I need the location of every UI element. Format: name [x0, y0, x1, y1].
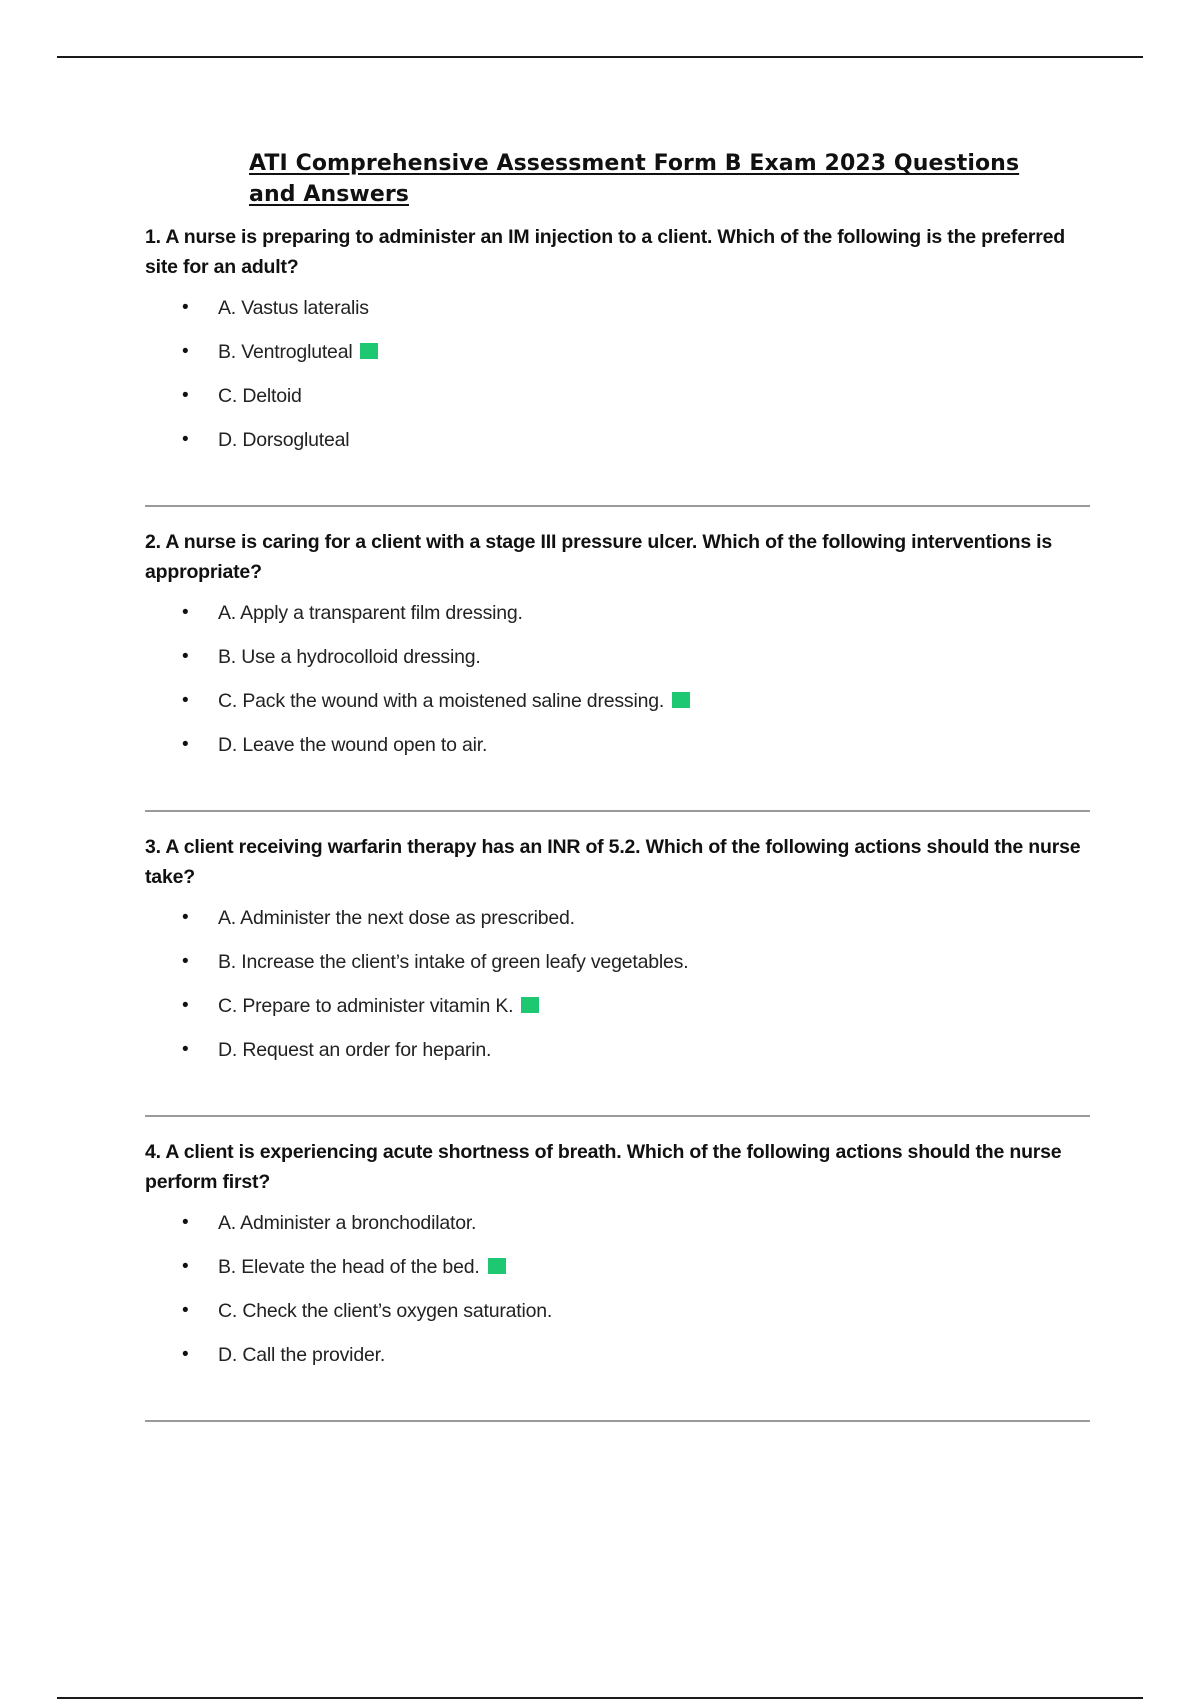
question-4 — [145, 1137, 1090, 1384]
page-top-rule — [57, 56, 1143, 58]
question-text: 2. A nurse is caring for a client with a stage III pressure ulcer. Which of the following interventions is appropriate? — [145, 531, 1053, 583]
question-divider — [145, 1115, 1090, 1117]
option-list — [145, 1208, 1090, 1384]
bullet-icon: • — [182, 1212, 189, 1233]
option-c — [145, 1296, 1090, 1340]
option-list — [145, 903, 1090, 1079]
question-divider — [145, 1420, 1090, 1422]
option-label: D. Dorsogluteal — [218, 429, 350, 451]
correct-answer-marker-icon — [672, 692, 690, 708]
option-b — [145, 337, 1090, 381]
option-c — [145, 991, 1090, 1035]
option-label: D. Call the provider. — [218, 1344, 386, 1366]
option-a — [145, 293, 1090, 337]
option-a — [145, 1208, 1090, 1252]
option-c — [145, 686, 1090, 730]
question-divider — [145, 505, 1090, 507]
option-label: C. Deltoid — [218, 385, 302, 407]
bullet-icon: • — [182, 341, 189, 362]
option-label: B. Elevate the head of the bed. — [218, 1256, 480, 1278]
option-label: C. Prepare to administer vitamin K. — [218, 995, 514, 1017]
option-label: C. Pack the wound with a moistened saline dressing. — [218, 690, 665, 712]
question-text: 1. A nurse is preparing to administer an IM injection to a client. Which of the following is the preferred site for an adult? — [145, 226, 1065, 278]
correct-answer-marker-icon — [521, 997, 539, 1013]
bullet-icon: • — [182, 385, 189, 406]
bullet-icon: • — [182, 429, 189, 450]
option-d — [145, 425, 1090, 469]
option-label: A. Apply a transparent film dressing. — [218, 602, 523, 624]
bullet-icon: • — [182, 602, 189, 623]
option-c — [145, 381, 1090, 425]
question-2 — [145, 527, 1090, 774]
option-label: A. Administer a bronchodilator. — [218, 1212, 477, 1234]
option-b — [145, 947, 1090, 991]
bullet-icon: • — [182, 1300, 189, 1321]
option-d — [145, 1035, 1090, 1079]
option-b — [145, 1252, 1090, 1296]
correct-answer-marker-icon — [360, 343, 378, 359]
question-3 — [145, 832, 1090, 1079]
bullet-icon: • — [182, 951, 189, 972]
question-1 — [145, 222, 1090, 469]
option-a — [145, 903, 1090, 947]
page-bottom-rule — [57, 1697, 1143, 1699]
bullet-icon: • — [182, 907, 189, 928]
bullet-icon: • — [182, 690, 189, 711]
option-label: B. Use a hydrocolloid dressing. — [218, 646, 481, 668]
bullet-icon: • — [182, 1344, 189, 1365]
option-label: A. Vastus lateralis — [218, 297, 369, 319]
option-label: B. Ventrogluteal — [218, 341, 353, 363]
option-label: B. Increase the client’s intake of green leafy vegetables. — [218, 951, 689, 973]
correct-answer-marker-icon — [488, 1258, 506, 1274]
option-label: C. Check the client’s oxygen saturation. — [218, 1300, 553, 1322]
option-label: A. Administer the next dose as prescribed. — [218, 907, 575, 929]
option-d — [145, 1340, 1090, 1384]
option-a — [145, 598, 1090, 642]
bullet-icon: • — [182, 297, 189, 318]
option-label: D. Request an order for heparin. — [218, 1039, 492, 1061]
bullet-icon: • — [182, 1039, 189, 1060]
option-label: D. Leave the wound open to air. — [218, 734, 488, 756]
option-b — [145, 642, 1090, 686]
bullet-icon: • — [182, 646, 189, 667]
option-d — [145, 730, 1090, 774]
document-title: ATI Comprehensive Assessment Form B Exam 2023 Questions and Answers — [249, 151, 1020, 207]
option-list — [145, 598, 1090, 774]
question-text: 4. A client is experiencing acute shortness of breath. Which of the following actions should the nurse perform first? — [145, 1141, 1062, 1193]
bullet-icon: • — [182, 734, 189, 755]
bullet-icon: • — [182, 1256, 189, 1277]
option-list — [145, 293, 1090, 469]
bullet-icon: • — [182, 995, 189, 1016]
question-divider — [145, 810, 1090, 812]
question-text: 3. A client receiving warfarin therapy has an INR of 5.2. Which of the following actions should the nurse take? — [145, 836, 1081, 888]
